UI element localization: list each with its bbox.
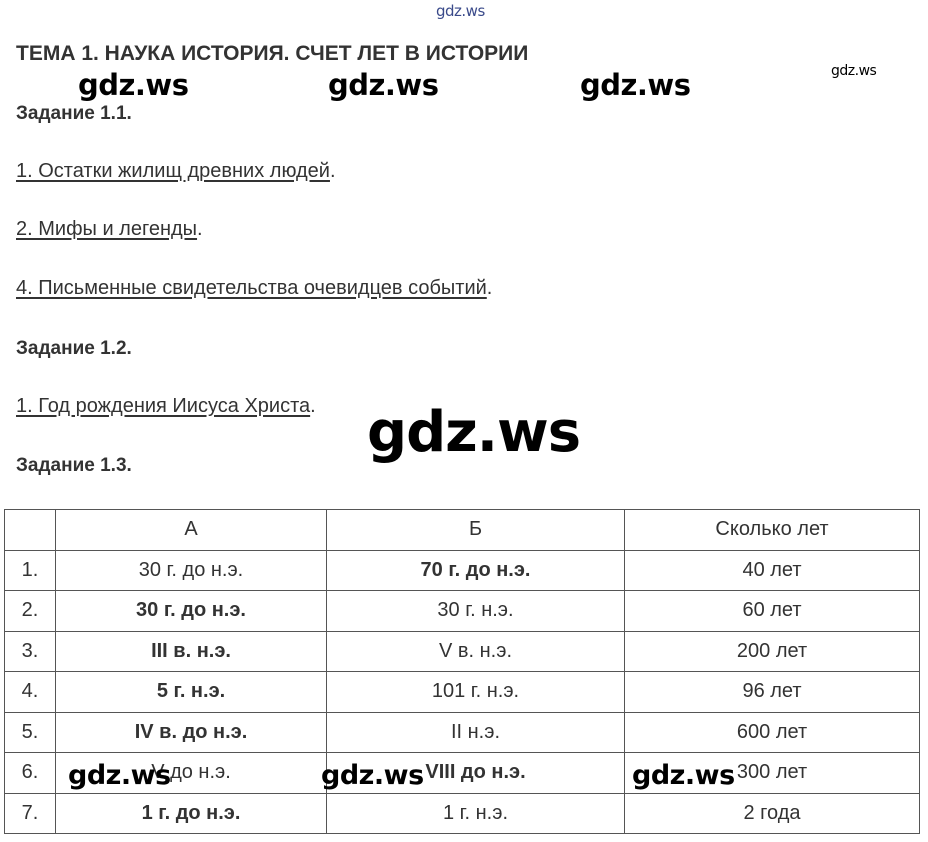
watermark: gdz.ws: [78, 68, 189, 102]
table-header-cell: [5, 510, 56, 551]
cell-years: 300 лет: [625, 753, 920, 794]
task-1-2-answer: 1. Год рождения Иисуса Христа.: [16, 395, 316, 417]
table-header-cell: А: [56, 510, 327, 551]
cell-a: 1 г. до н.э.: [56, 793, 327, 834]
cell-years: 2 года: [625, 793, 920, 834]
row-number: 4.: [5, 672, 56, 713]
cell-a: 30 г. до н.э.: [56, 550, 327, 591]
watermark-large: gdz.ws: [367, 400, 581, 465]
cell-b: 101 г. н.э.: [327, 672, 625, 713]
table-row: [5, 672, 920, 713]
task-1-1-answer-3: 4. Письменные свидетельства очевидцев событий.: [16, 277, 493, 299]
table-header-cell: Б: [327, 510, 625, 551]
row-number: 3.: [5, 631, 56, 672]
cell-a: III в. н.э.: [56, 631, 327, 672]
table-row: [5, 550, 920, 591]
table-header-row: [5, 510, 920, 551]
table-header-cell: Сколько лет: [625, 510, 920, 551]
row-number: 1.: [5, 550, 56, 591]
cell-a: IV в. до н.э.: [56, 712, 327, 753]
cell-years: 60 лет: [625, 591, 920, 632]
row-number: 6.: [5, 753, 56, 794]
cell-years: 96 лет: [625, 672, 920, 713]
table-row: [5, 591, 920, 632]
cell-b: 1 г. н.э.: [327, 793, 625, 834]
table-row: [5, 793, 920, 834]
task-1-1-title: Задание 1.1.: [16, 103, 132, 124]
watermark: gdz.ws: [580, 68, 691, 102]
cell-b: V в. н.э.: [327, 631, 625, 672]
watermark: gdz.ws: [436, 2, 485, 20]
cell-b: II н.э.: [327, 712, 625, 753]
cell-years: 600 лет: [625, 712, 920, 753]
cell-a: 5 г. н.э.: [56, 672, 327, 713]
table-row: [5, 631, 920, 672]
task-1-1-answer-1: 1. Остатки жилищ древних людей.: [16, 160, 336, 182]
row-number: 2.: [5, 591, 56, 632]
row-number: 5.: [5, 712, 56, 753]
cell-years: 200 лет: [625, 631, 920, 672]
cell-b: 70 г. до н.э.: [327, 550, 625, 591]
cell-a: 30 г. до н.э.: [56, 591, 327, 632]
cell-b: VIII до н.э.: [327, 753, 625, 794]
page-title: ТЕМА 1. НАУКА ИСТОРИЯ. СЧЕТ ЛЕТ В ИСТОРИИ: [16, 42, 529, 65]
cell-years: 40 лет: [625, 550, 920, 591]
watermark: gdz.ws: [831, 63, 877, 79]
task-1-2-title: Задание 1.2.: [16, 338, 132, 359]
watermark: gdz.ws: [632, 760, 735, 791]
task-1-3-title: Задание 1.3.: [16, 455, 132, 476]
table-row: [5, 712, 920, 753]
watermark: gdz.ws: [68, 760, 171, 791]
row-number: 7.: [5, 793, 56, 834]
cell-b: 30 г. н.э.: [327, 591, 625, 632]
cell-a: V до н.э.: [56, 753, 327, 794]
task-1-1-answer-2: 2. Мифы и легенды.: [16, 218, 203, 240]
watermark: gdz.ws: [328, 68, 439, 102]
watermark: gdz.ws: [321, 760, 424, 791]
